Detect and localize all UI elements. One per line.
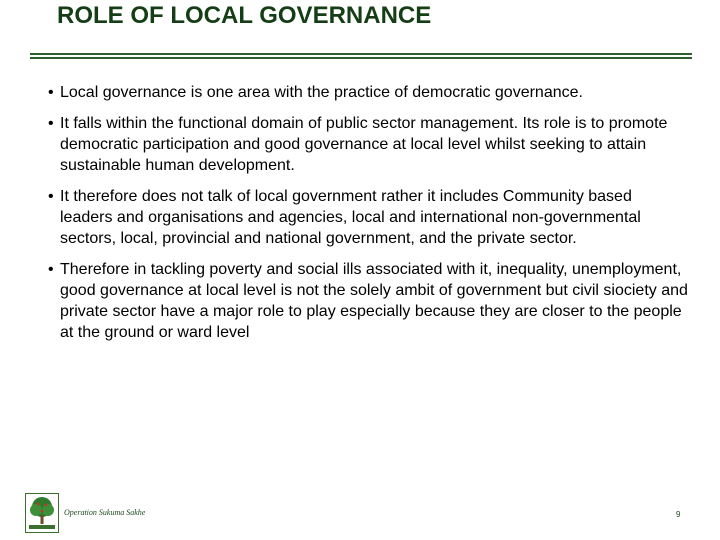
bullet-list	[48, 82, 688, 353]
bullet-text: It therefore does not talk of local government rather it includes Community based leaders and organisations and agencies, local and international non-governmental sectors, local, provincial and national government, and the private sector.	[60, 188, 641, 247]
title-divider-bottom	[30, 57, 692, 59]
slide-title: ROLE OF LOCAL GOVERNANCE	[57, 2, 432, 29]
footer-org-name: Operation Sukuma Sakhe	[64, 508, 146, 517]
bullet-text: Local governance is one area with the practice of democratic governance.	[60, 84, 583, 101]
bullet-symbol: •	[48, 188, 54, 205]
bullet-symbol: •	[48, 84, 54, 101]
bullet-item	[48, 259, 688, 343]
bullet-text: It falls within the functional domain of public sector management. Its role is to promote democratic participation and good governance at local level whilst seeking to attain sustainable human development.	[60, 115, 668, 174]
bullet-item	[48, 113, 688, 176]
bullet-symbol: •	[48, 261, 54, 278]
bullet-item	[48, 82, 688, 103]
bullet-symbol: •	[48, 115, 54, 132]
bullet-item	[48, 186, 688, 249]
page-number: 9	[676, 510, 681, 519]
tree-logo-icon	[25, 493, 59, 533]
title-divider-top	[30, 53, 692, 55]
bullet-text: Therefore in tackling poverty and social ills associated with it, inequality, unemployment, good governance at local level is not the solely ambit of government but civil siociety and private sector have a major role to play especially because they are closer to the people at the ground or ward level	[60, 261, 688, 341]
